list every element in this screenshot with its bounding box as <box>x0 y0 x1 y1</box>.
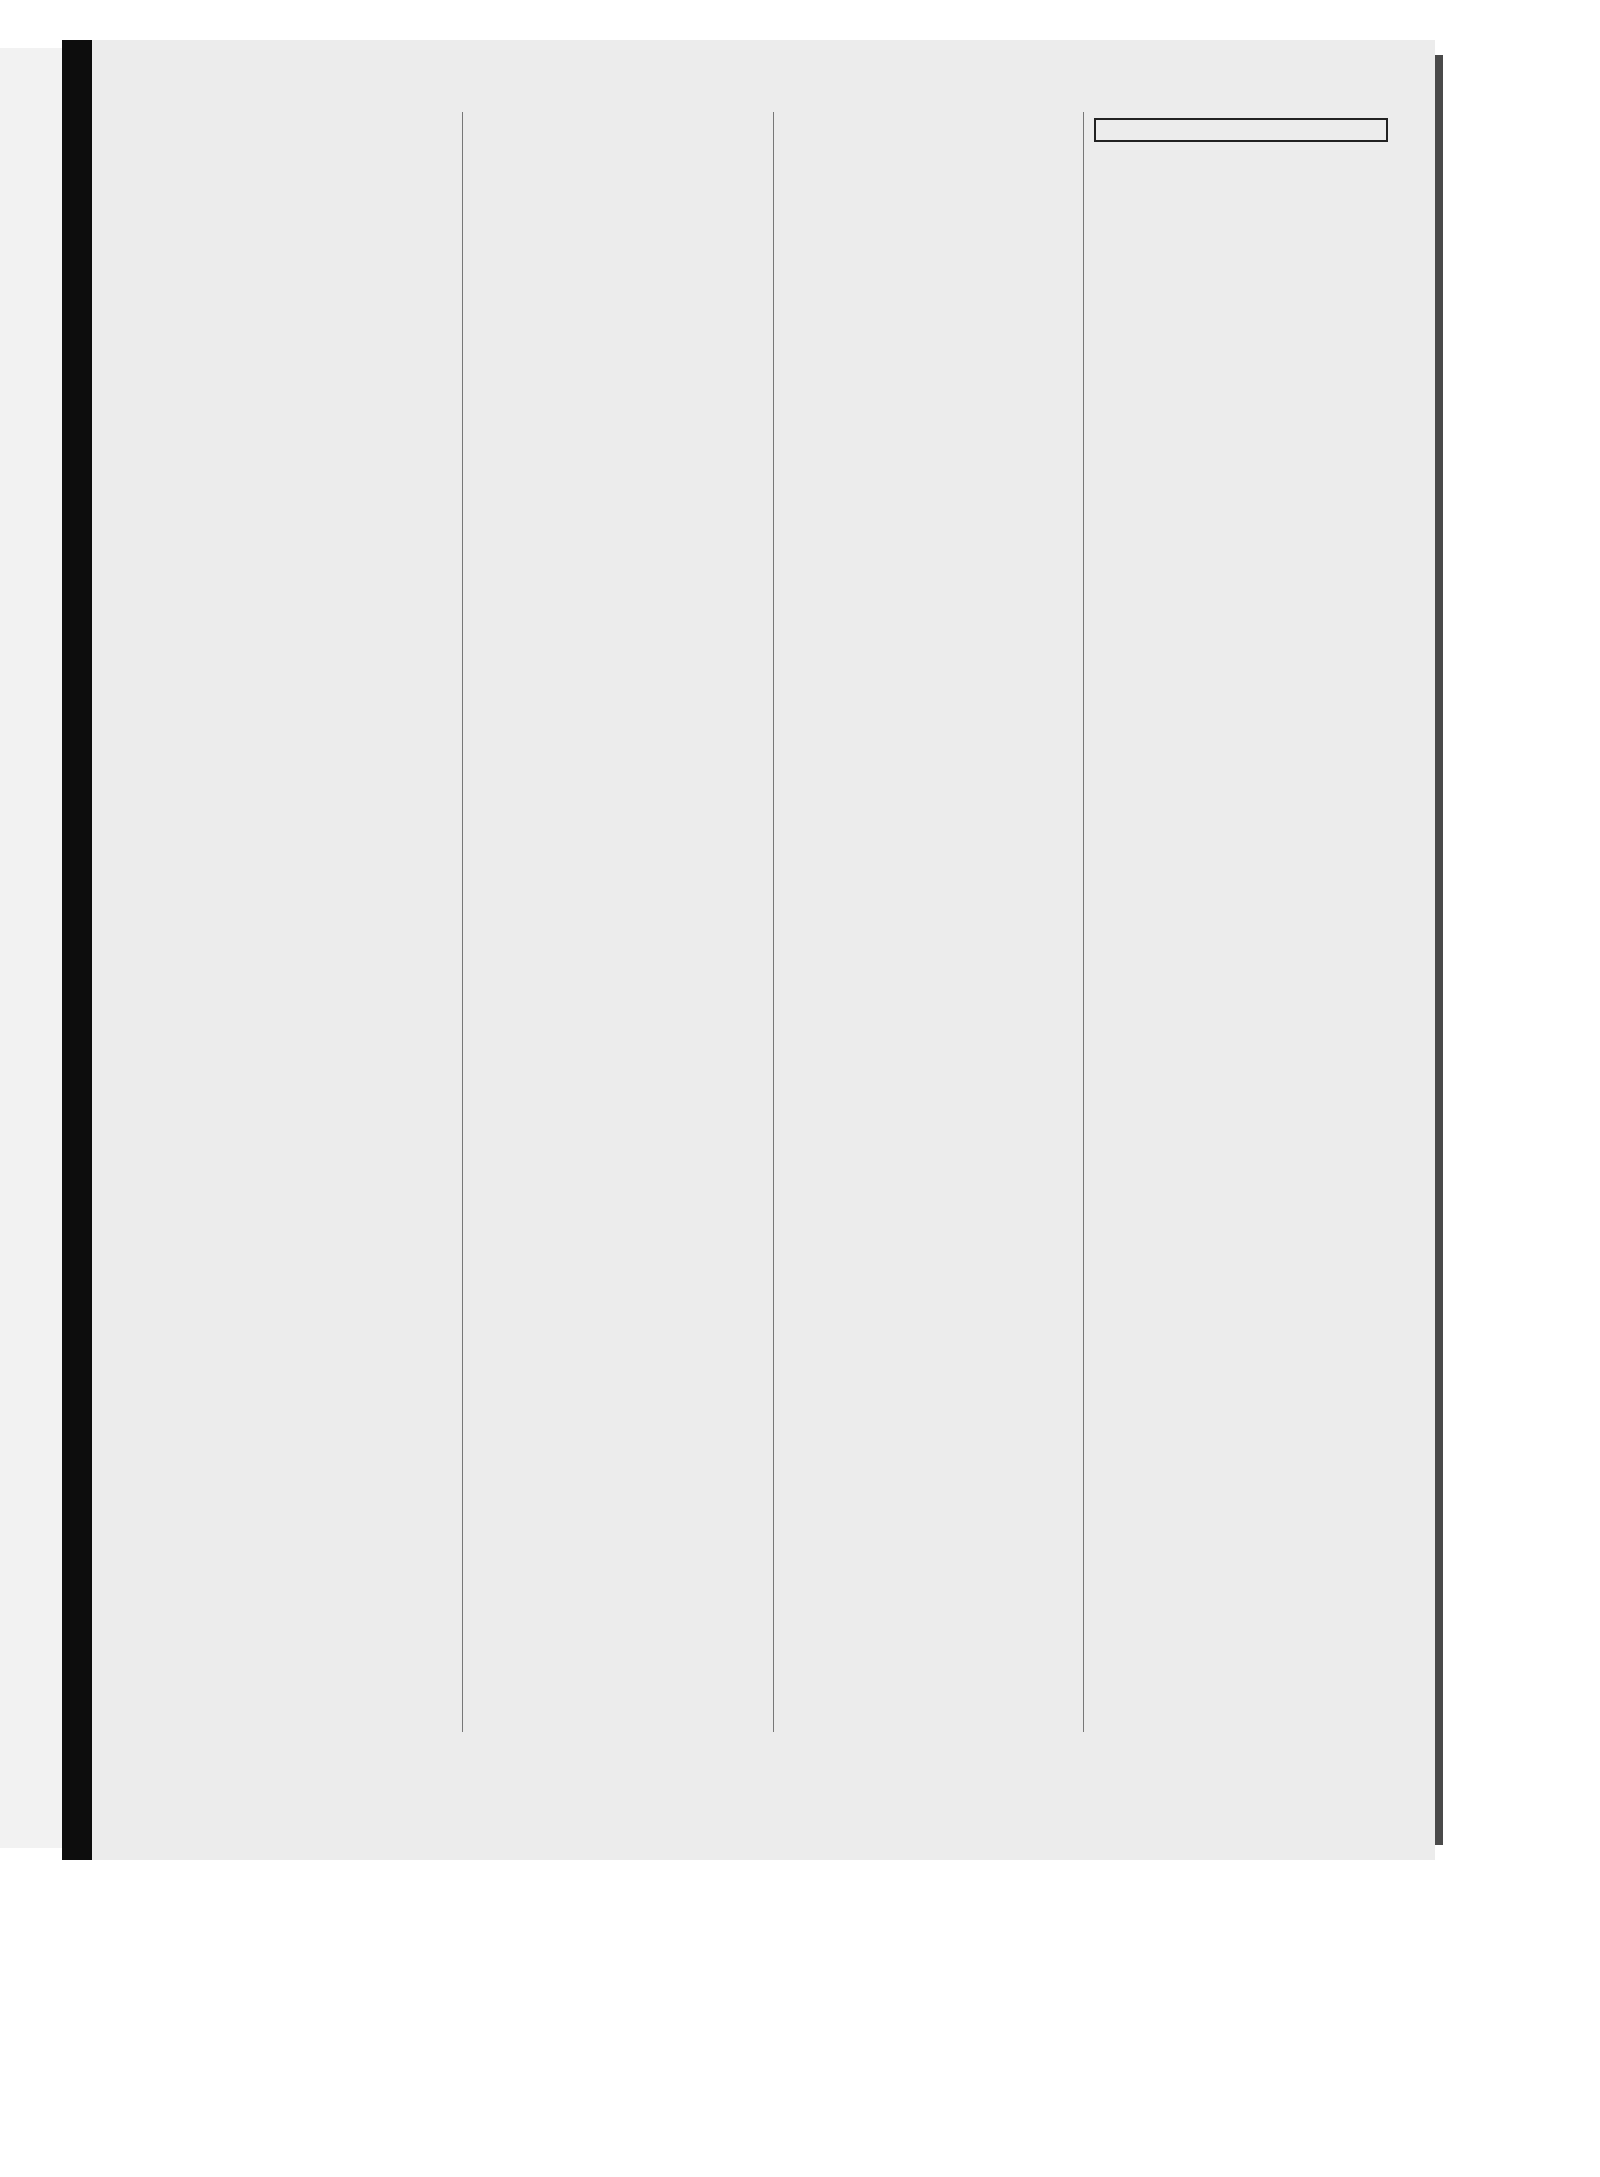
advertisement-box <box>1094 118 1388 142</box>
page-header <box>152 58 1382 98</box>
page-edge-shadow <box>1435 55 1443 1845</box>
directory-column-2 <box>469 112 765 1732</box>
column-divider <box>1083 112 1084 1732</box>
directory-page <box>92 40 1435 1860</box>
binding-gutter <box>62 40 92 1860</box>
adjacent-page-strip <box>0 48 63 1848</box>
column-divider <box>462 112 463 1732</box>
directory-column-4 <box>1090 112 1390 1732</box>
directory-column-1 <box>160 112 456 1732</box>
directory-column-3 <box>780 112 1076 1732</box>
column-divider <box>773 112 774 1732</box>
